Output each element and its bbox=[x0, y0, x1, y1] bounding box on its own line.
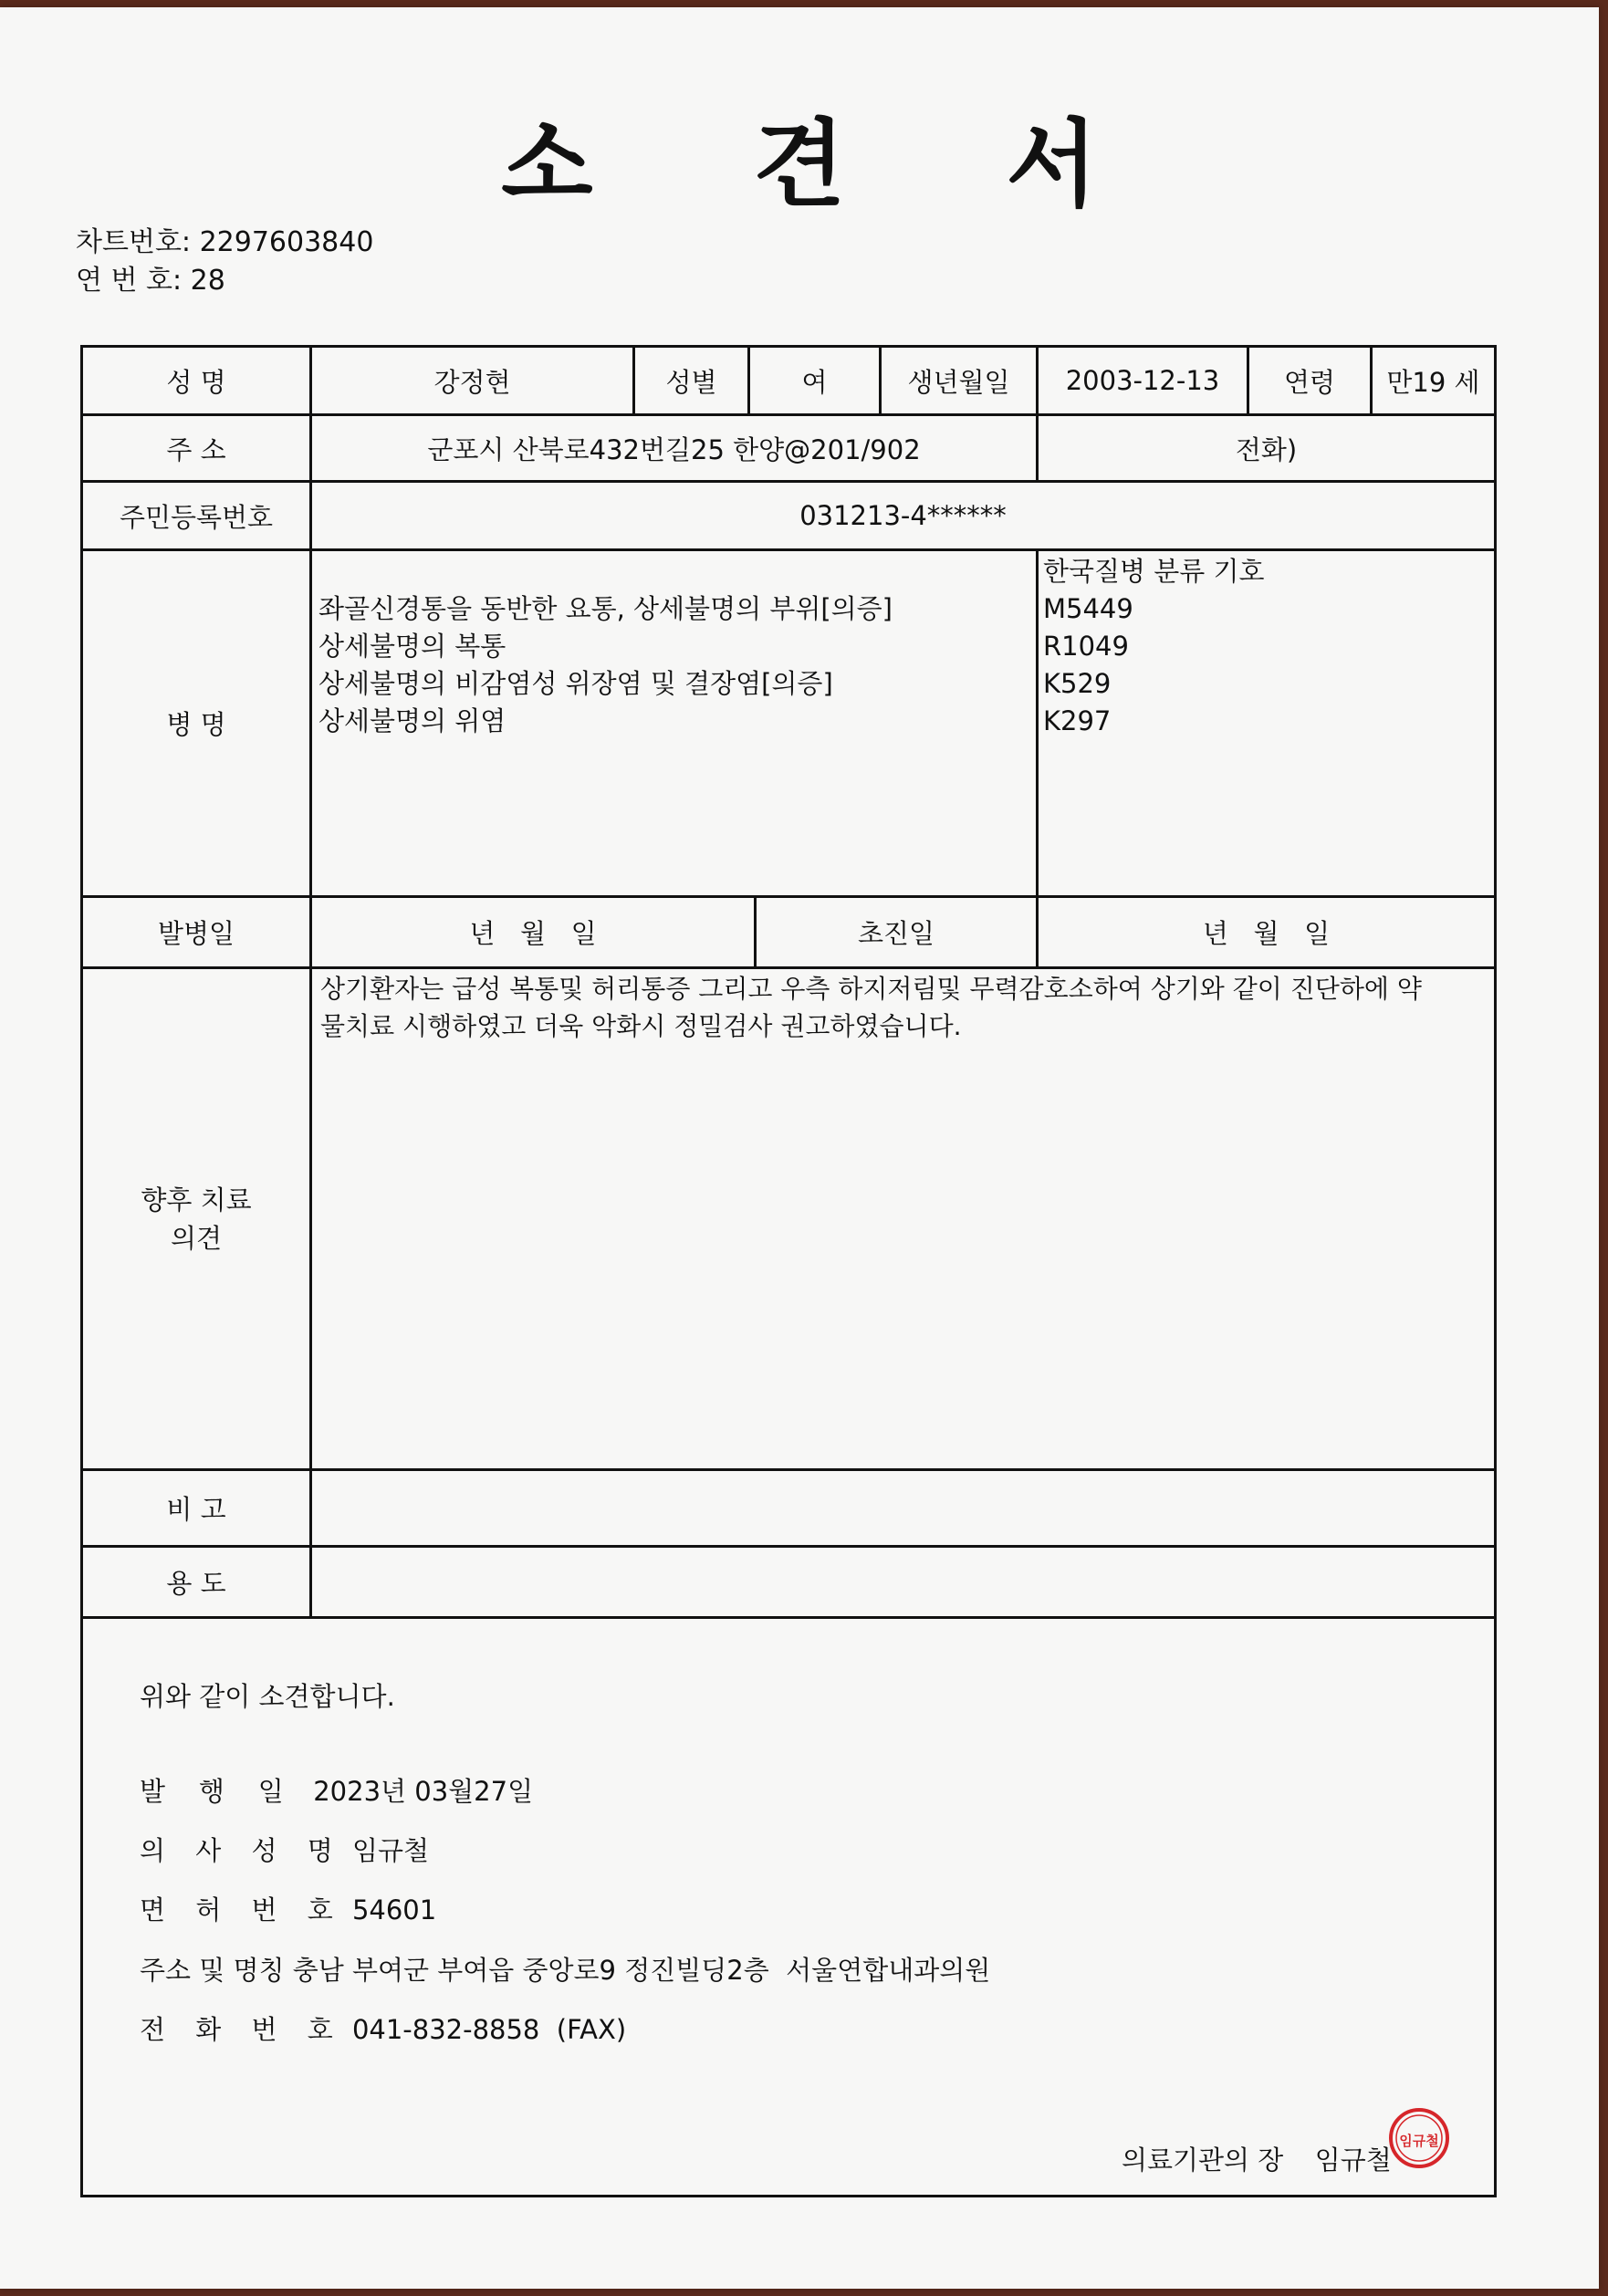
document-page bbox=[0, 7, 1599, 2289]
clinic-address: 충남 부여군 부여읍 중앙로9 정진빌딩2층 서울연합내과의원 bbox=[292, 1955, 991, 1986]
onset-label: 발병일 bbox=[157, 918, 235, 949]
sex-label: 성별 bbox=[665, 366, 717, 398]
doctor-label: 의 사 성 명 bbox=[140, 1835, 344, 1866]
chart-number bbox=[76, 219, 373, 259]
clinic-phone: 041-832-8858 (FAX) bbox=[351, 2014, 627, 2045]
license-number: 54601 bbox=[351, 1894, 437, 1926]
chart-number-label: 차트번호: bbox=[76, 226, 192, 258]
row-divider bbox=[83, 1616, 1494, 1619]
clinic-phone-label: 전 화 번 호 bbox=[140, 2014, 344, 2045]
diagnosis-item: 상세불명의 비감염성 위장염 및 결장염[의증] bbox=[318, 668, 833, 699]
diagnosis-code: M5449 bbox=[1043, 593, 1133, 624]
phone-row bbox=[140, 2011, 626, 2049]
serial-number-label: 연 번 호: bbox=[76, 265, 183, 297]
chart-number-value: 2297603840 bbox=[199, 226, 374, 258]
footer-statement: 위와 같이 소견합니다. bbox=[140, 1681, 395, 1712]
birth-label: 생년월일 bbox=[907, 366, 1010, 398]
doctor-seal bbox=[1387, 2106, 1451, 2170]
opinion-form bbox=[80, 345, 1497, 2197]
treatment-label bbox=[83, 969, 309, 1468]
patient-rrn: 031213-4****** bbox=[799, 500, 1007, 531]
issue-date-label: 발 행 일 bbox=[140, 1776, 284, 1807]
diagnosis-code: R1049 bbox=[1043, 631, 1129, 662]
address-label: 주 소 bbox=[166, 433, 226, 465]
doctor-name: 임규철 bbox=[351, 1835, 429, 1866]
patient-name: 강정현 bbox=[433, 366, 511, 398]
treatment-text-line: 물치료 시행하였고 더욱 악화시 정밀검사 권고하였습니다. bbox=[320, 1011, 962, 1041]
head-row bbox=[1122, 2142, 1392, 2179]
first-visit-label: 초진일 bbox=[857, 918, 935, 949]
patient-birth: 2003-12-13 bbox=[1065, 365, 1220, 396]
treatment-text-line: 상기환자는 급성 복통및 허리통증 그리고 우측 하지저림및 무력감호소하여 상기와 같이 진단하에 약 bbox=[320, 974, 1422, 1004]
patient-sex: 여 bbox=[801, 366, 828, 398]
head-label: 의료기관의 장 bbox=[1122, 2145, 1284, 2176]
license-row bbox=[140, 1892, 436, 1929]
serial-number-value: 28 bbox=[190, 265, 225, 297]
diagnosis-codes bbox=[1043, 553, 1265, 740]
diagnosis-item: 상세불명의 위염 bbox=[318, 705, 506, 736]
head-name: 임규철 bbox=[1314, 2145, 1392, 2176]
patient-address: 군포시 산북로432번길25 한양@201/902 bbox=[427, 433, 921, 465]
diagnosis-label: 병 명 bbox=[166, 709, 226, 740]
issue-date: 2023년 03월27일 bbox=[313, 1776, 534, 1807]
code-header: 한국질병 분류 기호 bbox=[1043, 556, 1265, 587]
name-label: 성 명 bbox=[166, 366, 226, 398]
treatment-label-line: 향후 치료 bbox=[141, 1184, 252, 1216]
diagnosis-code: K297 bbox=[1043, 705, 1112, 736]
diagnosis-list bbox=[318, 590, 893, 740]
rrn-label: 주민등록번호 bbox=[119, 501, 274, 533]
license-label: 면 허 번 호 bbox=[140, 1894, 344, 1926]
phone-label: 전화) bbox=[1235, 433, 1298, 465]
svg-text:임규철: 임규철 bbox=[1399, 2133, 1439, 2149]
purpose-label: 용 도 bbox=[166, 1568, 226, 1599]
remarks-label: 비 고 bbox=[166, 1494, 226, 1525]
clinic-label: 주소 및 명칭 bbox=[140, 1955, 285, 1986]
diagnosis-item: 좌골신경통을 동반한 요통, 상세불명의 부위[의증] bbox=[318, 593, 893, 624]
patient-age: 만19 세 bbox=[1386, 366, 1480, 398]
age-label: 연령 bbox=[1283, 366, 1336, 398]
issue-date-row bbox=[140, 1773, 533, 1811]
clinic-row bbox=[140, 1952, 990, 1989]
document-title: 소 견 서 bbox=[501, 109, 1162, 220]
diagnosis-code: K529 bbox=[1043, 668, 1112, 699]
treatment-opinion bbox=[320, 970, 1422, 1045]
onset-date: 년 월 일 bbox=[469, 918, 597, 949]
diagnosis-item: 상세불명의 복통 bbox=[318, 631, 506, 662]
treatment-label-line: 의견 bbox=[170, 1222, 223, 1254]
serial-number bbox=[76, 257, 225, 297]
doctor-row bbox=[140, 1832, 429, 1870]
first-visit-date: 년 월 일 bbox=[1202, 918, 1331, 949]
